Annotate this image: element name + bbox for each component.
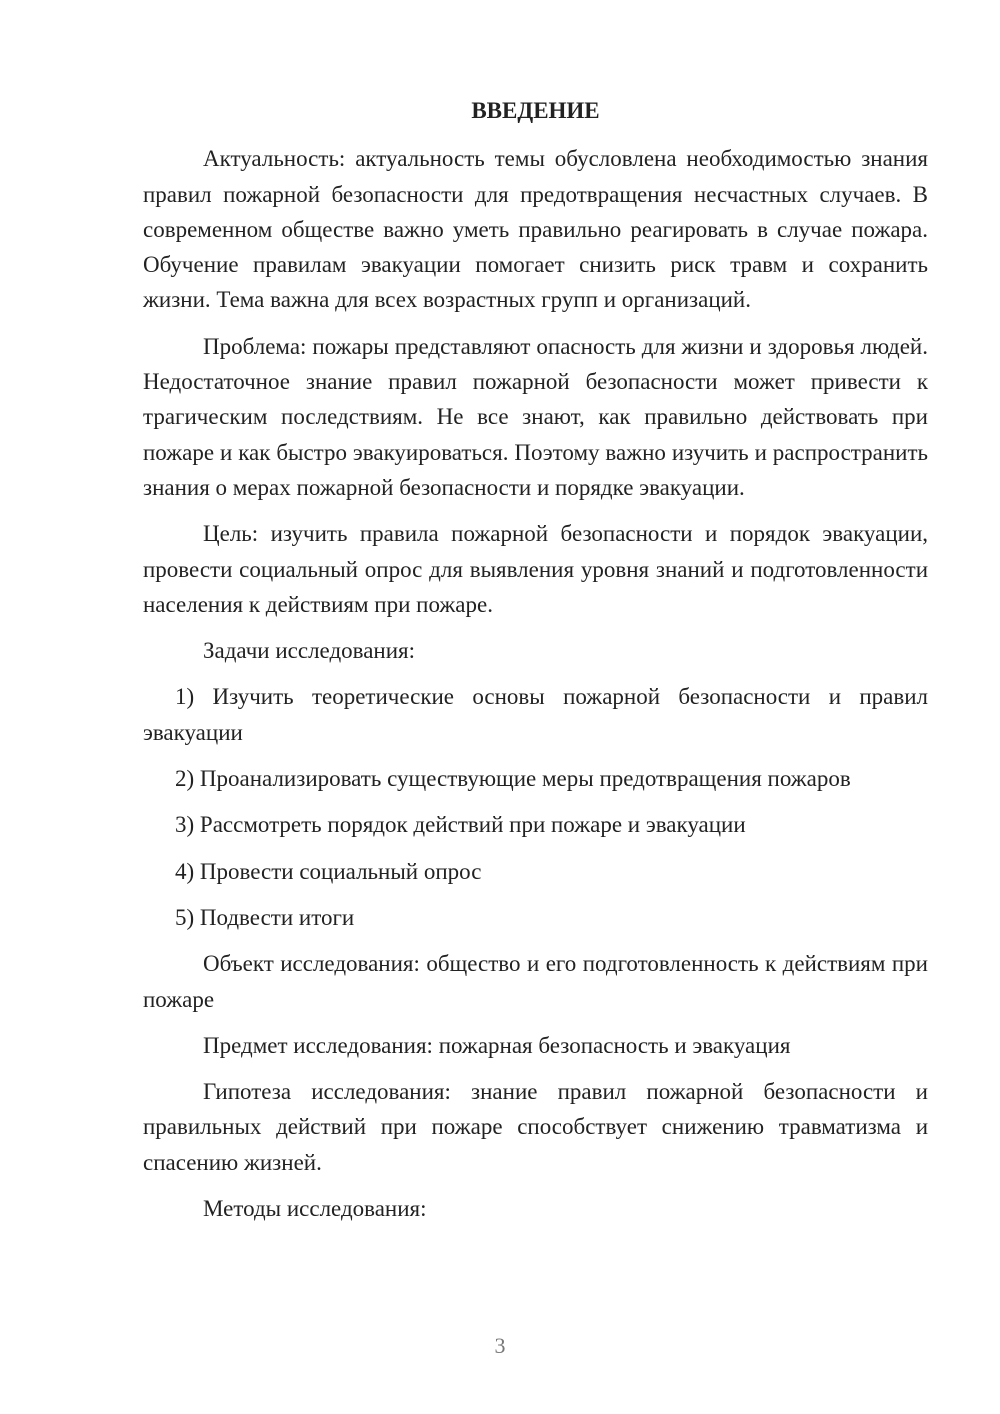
task-item-4: 4) Провести социальный опрос	[175, 858, 482, 884]
task-item-3: 3) Рассмотреть порядок действий при пожаре и эвакуации	[175, 812, 746, 838]
paragraph-subject: Предмет исследования: пожарная безопасность и эвакуация	[203, 1032, 791, 1058]
methods-heading: Методы исследования:	[203, 1196, 427, 1222]
paragraph-hypothesis: Гипотеза исследования: знание правил пожарной безопасности и правильных действий при пожаре способствует снижению травматизма и спасению жизней.	[143, 1079, 928, 1175]
page-content	[143, 93, 928, 1237]
task-item-5: 5) Подвести итоги	[175, 904, 355, 930]
paragraph-object: Объект исследования: общество и его подготовленность к действиям при пожаре	[143, 951, 928, 1012]
paragraph-relevance: Актуальность: актуальность темы обусловлена необходимостью знания правил пожарной безопасности для предотвращения несчастных случаев. В современном обществе важно уметь правильно реагировать в случае пожара. Обучение правилам эвакуации помогает снизить риск травм и сохранить жизни. Тема важна для всех возрастных групп и организаций.	[143, 146, 928, 313]
task-item-2: 2) Проанализировать существующие меры предотвращения пожаров	[175, 766, 851, 792]
paragraph-problem: Проблема: пожары представляют опасность для жизни и здоровья людей. Недостаточное знание правил пожарной безопасности может привести к трагическим последствиям. Не все знают, как правильно действовать при пожаре и как быстро эвакуироваться. Поэтому важно изучить и распространить знания о мерах пожарной безопасности и порядке эвакуации.	[143, 333, 928, 500]
tasks-heading: Задачи исследования:	[203, 638, 416, 664]
task-item-1: 1) Изучить теоретические основы пожарной безопасности и правил эвакуации	[143, 684, 928, 745]
paragraph-goal: Цель: изучить правила пожарной безопасности и порядок эвакуации, провести социальный опрос для выявления уровня знаний и подготовленности населения к действиям при пожаре.	[143, 521, 928, 617]
page-number: 3	[494, 1333, 506, 1358]
page-title: ВВЕДЕНИЕ	[471, 98, 600, 123]
